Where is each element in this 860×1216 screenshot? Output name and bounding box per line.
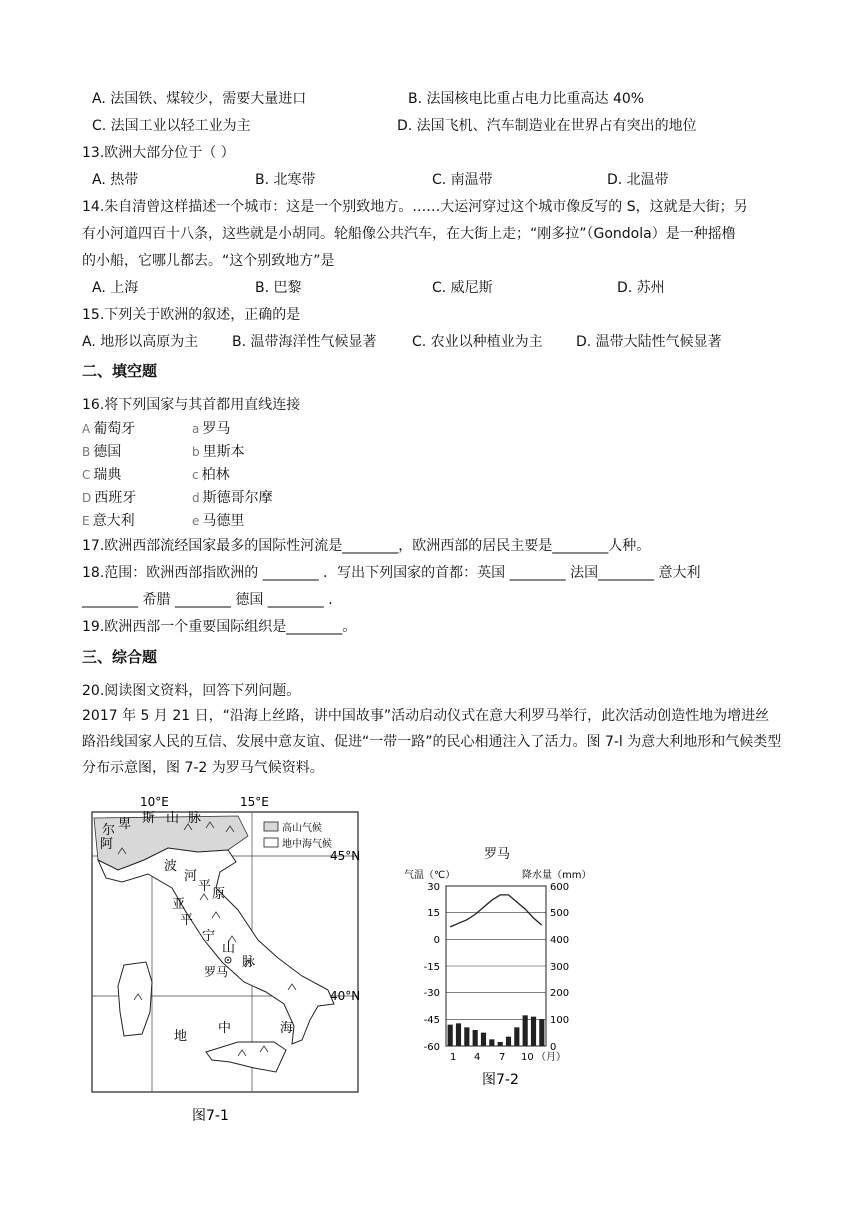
q16-country-d: D 西班牙 xyxy=(82,490,137,506)
q17-stem: 17.欧洲西部流经国家最多的国际性河流是________，欧洲西部的居民主要是________人种。 xyxy=(82,538,651,554)
q12-option-d: D. 法国飞机、汽车制造业在世界占有突出的地位 xyxy=(397,118,697,134)
alps-char-6: 脉 xyxy=(188,811,202,826)
precip-bar-month-4 xyxy=(473,1030,478,1046)
q12-option-a: A. 法国铁、煤较少，需要大量进口 xyxy=(92,91,307,107)
alps-char-5: 山 xyxy=(166,811,180,826)
legend-alpine: 高山气候 xyxy=(282,823,322,834)
sea-char-3: 海 xyxy=(280,1021,294,1036)
q18-line2: ________ 希腊 ________ 德国 ________ . xyxy=(82,592,333,608)
precip-bar-month-5 xyxy=(481,1033,486,1046)
sea-char-2: 中 xyxy=(218,1021,232,1036)
alps-char-1: 阿 xyxy=(100,837,114,852)
precip-bar-month-12 xyxy=(539,1019,544,1046)
q13-option-d: D. 北温带 xyxy=(607,172,669,188)
precip-tick-600: 600 xyxy=(550,882,570,893)
precip-tick-200: 200 xyxy=(550,988,570,999)
precip-bar-month-9 xyxy=(514,1027,519,1046)
alps-char-3: 卑 xyxy=(118,817,132,832)
lat-label-45n: 45°N xyxy=(330,849,361,863)
plain-char-1: 波 xyxy=(164,859,178,874)
section-comprehensive-title: 三、综合题 xyxy=(82,648,158,666)
temp-tick-30: 30 xyxy=(427,882,440,893)
q18-line1: 18.范围：欧洲西部指欧洲的 ________ ．写出下列国家的首都：英国 ________ 法国________ 意大利 xyxy=(82,565,701,581)
section-fill-in-title: 二、填空题 xyxy=(82,362,158,380)
temp-tick-m45: -45 xyxy=(423,1015,440,1026)
month-tick-7: 7 xyxy=(499,1052,506,1063)
q16-capital-a: a 罗马 xyxy=(192,421,231,437)
climate-left-axis-label: 气温（℃） xyxy=(404,870,456,881)
precip-bar-month-3 xyxy=(464,1027,469,1046)
climate-right-axis-label: 降水量（mm） xyxy=(522,870,592,881)
month-tick-4: 4 xyxy=(474,1052,481,1063)
precip-bar-month-6 xyxy=(489,1039,494,1046)
q14-stem-line3: 的小船，它哪儿都去。“这个别致地方”是 xyxy=(82,253,335,269)
lat-label-40n: 40°N xyxy=(330,989,361,1003)
q12-option-c: C. 法国工业以轻工业为主 xyxy=(92,118,251,134)
q13-option-c: C. 南温带 xyxy=(432,172,493,188)
q16-country-b: B 德国 xyxy=(82,444,122,460)
alps-char-4: 斯 xyxy=(142,811,156,826)
temp-tick-m30: -30 xyxy=(423,988,440,999)
apennines-char-1: 亚 xyxy=(172,897,186,912)
q16-capital-b: b 里斯本 xyxy=(192,444,245,460)
q15-option-b: B. 温带海洋性气候显著 xyxy=(232,334,377,350)
precip-bar-month-7 xyxy=(498,1042,503,1046)
legend-mediterranean: 地中海气候 xyxy=(282,839,332,850)
q16-country-e: E 意大利 xyxy=(82,513,135,529)
apennines-char-3: 宁 xyxy=(202,929,216,944)
month-tick-unit: （月） xyxy=(536,1052,566,1063)
q14-option-a: A. 上海 xyxy=(92,280,139,296)
q15-stem: 15.下列关于欧洲的叙述，正确的是 xyxy=(82,307,301,323)
q20-paragraph: 2017 年 5 月 21 日，“沿海上丝路，讲中国故事”活动启动仪式在意大利罗马举行，此次活动创造性地为增进丝路沿线国家人民的互信、发展中意友谊、促进“一带一路”的民心相通注入了活力。图 7-l 为意大利地形和气候类型分布示意图，图 7-2 为罗马气候资料。 xyxy=(82,708,782,776)
q16-country-c: C 瑞典 xyxy=(82,467,122,483)
q15-option-d: D. 温带大陆性气候显著 xyxy=(576,334,722,350)
q13-option-b: B. 北寒带 xyxy=(255,172,316,188)
precip-bar-month-1 xyxy=(448,1025,453,1046)
q16-capital-c: c 柏林 xyxy=(192,467,230,483)
alps-char-2: 尔 xyxy=(102,823,116,838)
climate-chart-caption: 图7-2 xyxy=(482,1072,519,1088)
precip-tick-100: 100 xyxy=(550,1015,570,1026)
q12-option-b: B. 法国核电比重占电力比重高达 40% xyxy=(408,91,645,107)
lon-label-15e: 15°E xyxy=(240,795,269,809)
precip-tick-300: 300 xyxy=(550,962,570,973)
plain-char-2: 河 xyxy=(184,869,198,884)
lon-label-10e: 10°E xyxy=(140,795,169,809)
q14-stem-line1: 14.朱自清曾这样描述一个城市：这是一个别致地方。……大运河穿过这个城市像反写的 S，这就是大街；另 xyxy=(82,199,748,215)
apennines-char-4: 山 xyxy=(222,941,236,956)
q16-capital-e: e 马德里 xyxy=(192,513,245,529)
apennines-char-5: 脉 xyxy=(242,955,256,970)
month-tick-10: 10 xyxy=(521,1052,534,1063)
temp-tick-m15: -15 xyxy=(423,962,440,973)
month-tick-1: 1 xyxy=(450,1052,457,1063)
precip-tick-500: 500 xyxy=(550,908,570,919)
q13-option-a: A. 热带 xyxy=(92,172,139,188)
plain-char-3: 平 xyxy=(198,879,212,894)
q14-option-b: B. 巴黎 xyxy=(255,280,302,296)
q16-capital-d: d 斯德哥尔摩 xyxy=(192,490,273,506)
sea-char-1: 地 xyxy=(174,1029,188,1044)
temp-tick-m60: -60 xyxy=(423,1042,440,1053)
map-caption: 图7-1 xyxy=(192,1108,229,1124)
q15-option-c: C. 农业以种植业为主 xyxy=(412,334,543,350)
precip-tick-400: 400 xyxy=(550,935,570,946)
q16-country-a: A 葡萄牙 xyxy=(82,421,136,437)
q13-stem: 13.欧洲大部分位于（ ） xyxy=(82,145,235,161)
temp-tick-0: 0 xyxy=(433,935,440,946)
italy-map xyxy=(88,790,370,1130)
q20-stem: 20.阅读图文资料，回答下列问题。 xyxy=(82,683,301,699)
climate-chart-title: 罗马 xyxy=(484,847,511,862)
precip-bar-month-2 xyxy=(456,1023,461,1046)
precip-bar-month-8 xyxy=(506,1037,511,1046)
precip-bar-month-11 xyxy=(531,1017,536,1046)
q15-option-a: A. 地形以高原为主 xyxy=(82,334,199,350)
precip-tick-0: 0 xyxy=(550,1042,557,1053)
q14-stem-line2: 有小河道四百十八条，这些就是小胡同。轮船像公共汽车，在大街上走；“刚多拉”（Gondola）是一种摇橹 xyxy=(82,226,736,242)
rome-climate-chart xyxy=(400,842,600,1092)
q16-stem: 16.将下列国家与其首都用直线连接 xyxy=(82,397,301,413)
precip-bar-month-10 xyxy=(523,1015,528,1046)
q14-option-d: D. 苏州 xyxy=(617,280,665,296)
plain-char-4: 原 xyxy=(212,887,226,902)
temp-tick-15: 15 xyxy=(427,908,440,919)
q19-stem: 19.欧洲西部一个重要国际组织是________。 xyxy=(82,619,357,635)
city-rome-label: 罗马 xyxy=(204,965,229,979)
q14-option-c: C. 威尼斯 xyxy=(432,280,493,296)
apennines-char-2: 平 xyxy=(180,913,194,928)
